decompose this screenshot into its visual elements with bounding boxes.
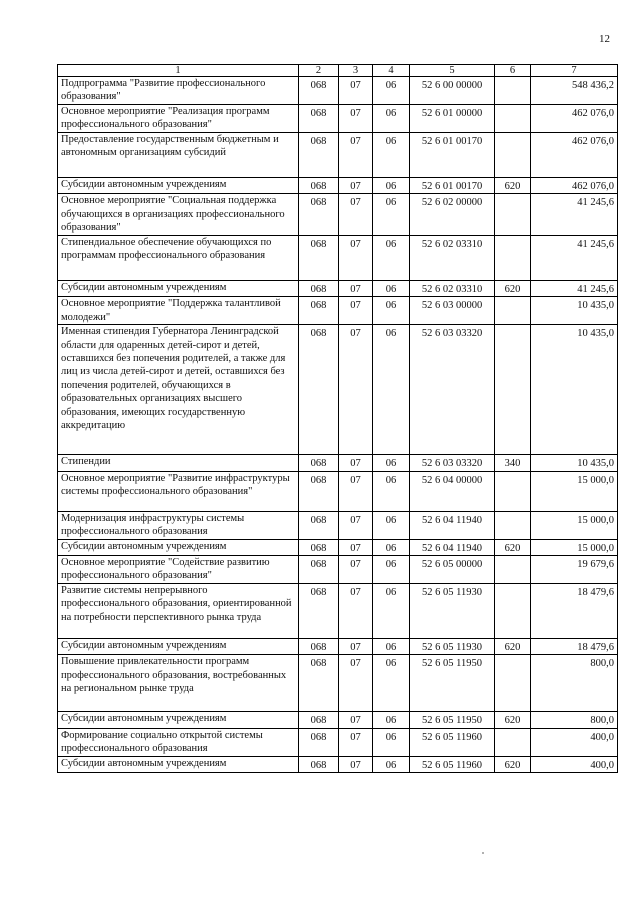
- ministry-code-cell: 068: [299, 712, 339, 728]
- table-header-row: [58, 65, 618, 77]
- amount-cell: 19 679,6: [531, 555, 618, 583]
- ministry-code-cell: 068: [299, 539, 339, 555]
- subsection-code-cell: 06: [373, 194, 410, 235]
- ministry-code-cell: 068: [299, 132, 339, 177]
- table-row: [58, 712, 618, 728]
- section-code-cell: 07: [339, 194, 373, 235]
- ministry-code-cell: 068: [299, 280, 339, 296]
- subsection-code-cell: 06: [373, 728, 410, 756]
- table-row: [58, 280, 618, 296]
- table-row: [58, 455, 618, 471]
- subsection-code-cell: 06: [373, 104, 410, 132]
- target-code-cell: 52 6 01 00170: [410, 177, 495, 193]
- table-row: [58, 583, 618, 638]
- table-row: [58, 77, 618, 105]
- ministry-code-cell: 068: [299, 655, 339, 712]
- column-header: 1: [58, 65, 299, 77]
- table-row: [58, 235, 618, 280]
- subsection-code-cell: 06: [373, 77, 410, 105]
- expense-type-cell: [495, 325, 531, 455]
- target-code-cell: 52 6 01 00000: [410, 104, 495, 132]
- item-name-cell: Основное мероприятие "Поддержка талантливой молодежи": [58, 297, 299, 325]
- subsection-code-cell: 06: [373, 177, 410, 193]
- subsection-code-cell: 06: [373, 555, 410, 583]
- column-header: 4: [373, 65, 410, 77]
- section-code-cell: 07: [339, 511, 373, 539]
- expense-type-cell: [495, 77, 531, 105]
- subsection-code-cell: 06: [373, 511, 410, 539]
- item-name-cell: Основное мероприятие "Реализация программ профессионального образования": [58, 104, 299, 132]
- expense-type-cell: 620: [495, 638, 531, 654]
- item-name-cell: Стипендиальное обеспечение обучающихся по программам профессионального образования: [58, 235, 299, 280]
- ministry-code-cell: 068: [299, 104, 339, 132]
- amount-cell: 15 000,0: [531, 539, 618, 555]
- target-code-cell: 52 6 04 00000: [410, 471, 495, 511]
- item-name-cell: Предоставление государственным бюджетным и автономным организациям субсидий: [58, 132, 299, 177]
- subsection-code-cell: 06: [373, 297, 410, 325]
- section-code-cell: 07: [339, 583, 373, 638]
- amount-cell: 462 076,0: [531, 177, 618, 193]
- expense-type-cell: 620: [495, 539, 531, 555]
- item-name-cell: Субсидии автономным учреждениям: [58, 539, 299, 555]
- table-row: [58, 297, 618, 325]
- amount-cell: 400,0: [531, 756, 618, 772]
- ministry-code-cell: 068: [299, 638, 339, 654]
- target-code-cell: 52 6 05 11930: [410, 638, 495, 654]
- section-code-cell: 07: [339, 177, 373, 193]
- section-code-cell: 07: [339, 280, 373, 296]
- expense-type-cell: 620: [495, 712, 531, 728]
- section-code-cell: 07: [339, 712, 373, 728]
- amount-cell: 10 435,0: [531, 325, 618, 455]
- scan-speck: [482, 852, 484, 854]
- column-header: 2: [299, 65, 339, 77]
- target-code-cell: 52 6 03 03320: [410, 325, 495, 455]
- table-row: [58, 655, 618, 712]
- ministry-code-cell: 068: [299, 471, 339, 511]
- expense-type-cell: [495, 471, 531, 511]
- subsection-code-cell: 06: [373, 583, 410, 638]
- amount-cell: 18 479,6: [531, 583, 618, 638]
- expense-type-cell: [495, 235, 531, 280]
- target-code-cell: 52 6 03 03320: [410, 455, 495, 471]
- section-code-cell: 07: [339, 638, 373, 654]
- table-row: [58, 728, 618, 756]
- subsection-code-cell: 06: [373, 280, 410, 296]
- target-code-cell: 52 6 05 11950: [410, 712, 495, 728]
- budget-table: [57, 64, 618, 773]
- expense-type-cell: 620: [495, 756, 531, 772]
- table-row: [58, 555, 618, 583]
- item-name-cell: Основное мероприятие "Развитие инфраструктуры системы профессионального образования": [58, 471, 299, 511]
- expense-type-cell: [495, 555, 531, 583]
- table-row: [58, 104, 618, 132]
- item-name-cell: Субсидии автономным учреждениям: [58, 280, 299, 296]
- target-code-cell: 52 6 02 00000: [410, 194, 495, 235]
- item-name-cell: Формирование социально открытой системы профессионального образования: [58, 728, 299, 756]
- expense-type-cell: [495, 104, 531, 132]
- item-name-cell: Основное мероприятие "Содействие развитию профессионального образования": [58, 555, 299, 583]
- expense-type-cell: 620: [495, 280, 531, 296]
- target-code-cell: 52 6 02 03310: [410, 235, 495, 280]
- section-code-cell: 07: [339, 539, 373, 555]
- ministry-code-cell: 068: [299, 756, 339, 772]
- target-code-cell: 52 6 05 11930: [410, 583, 495, 638]
- amount-cell: 41 245,6: [531, 280, 618, 296]
- item-name-cell: Субсидии автономным учреждениям: [58, 638, 299, 654]
- expense-type-cell: 620: [495, 177, 531, 193]
- expense-type-cell: [495, 728, 531, 756]
- ministry-code-cell: 068: [299, 455, 339, 471]
- section-code-cell: 07: [339, 455, 373, 471]
- expense-type-cell: [495, 132, 531, 177]
- item-name-cell: Модернизация инфраструктуры системы профессионального образования: [58, 511, 299, 539]
- amount-cell: 462 076,0: [531, 132, 618, 177]
- target-code-cell: 52 6 05 11950: [410, 655, 495, 712]
- target-code-cell: 52 6 05 11960: [410, 728, 495, 756]
- amount-cell: 10 435,0: [531, 455, 618, 471]
- subsection-code-cell: 06: [373, 655, 410, 712]
- ministry-code-cell: 068: [299, 325, 339, 455]
- section-code-cell: 07: [339, 235, 373, 280]
- section-code-cell: 07: [339, 77, 373, 105]
- expense-type-cell: [495, 583, 531, 638]
- section-code-cell: 07: [339, 297, 373, 325]
- item-name-cell: Повышение привлекательности программ профессионального образования, востребованных на региональном рынке труда: [58, 655, 299, 712]
- item-name-cell: Субсидии автономным учреждениям: [58, 712, 299, 728]
- ministry-code-cell: 068: [299, 555, 339, 583]
- section-code-cell: 07: [339, 555, 373, 583]
- table-row: [58, 177, 618, 193]
- column-header: 7: [531, 65, 618, 77]
- table-row: [58, 638, 618, 654]
- table-row: [58, 471, 618, 511]
- table-row: [58, 325, 618, 455]
- subsection-code-cell: 06: [373, 235, 410, 280]
- ministry-code-cell: 068: [299, 194, 339, 235]
- item-name-cell: Подпрограмма "Развитие профессионального образования": [58, 77, 299, 105]
- subsection-code-cell: 06: [373, 325, 410, 455]
- target-code-cell: 52 6 04 11940: [410, 539, 495, 555]
- amount-cell: 15 000,0: [531, 511, 618, 539]
- column-header: 5: [410, 65, 495, 77]
- expense-type-cell: [495, 511, 531, 539]
- item-name-cell: Субсидии автономным учреждениям: [58, 756, 299, 772]
- section-code-cell: 07: [339, 756, 373, 772]
- item-name-cell: Основное мероприятие "Социальная поддержка обучающихся в организациях профессионального образования": [58, 194, 299, 235]
- amount-cell: 548 436,2: [531, 77, 618, 105]
- amount-cell: 15 000,0: [531, 471, 618, 511]
- subsection-code-cell: 06: [373, 132, 410, 177]
- subsection-code-cell: 06: [373, 756, 410, 772]
- target-code-cell: 52 6 04 11940: [410, 511, 495, 539]
- ministry-code-cell: 068: [299, 77, 339, 105]
- subsection-code-cell: 06: [373, 455, 410, 471]
- ministry-code-cell: 068: [299, 728, 339, 756]
- target-code-cell: 52 6 01 00170: [410, 132, 495, 177]
- target-code-cell: 52 6 05 11960: [410, 756, 495, 772]
- table-row: [58, 132, 618, 177]
- target-code-cell: 52 6 00 00000: [410, 77, 495, 105]
- amount-cell: 800,0: [531, 712, 618, 728]
- table-row: [58, 194, 618, 235]
- section-code-cell: 07: [339, 325, 373, 455]
- item-name-cell: Развитие системы непрерывного профессионального образования, ориентированной на потребности перспективного рынка труда: [58, 583, 299, 638]
- column-header: 6: [495, 65, 531, 77]
- expense-type-cell: [495, 297, 531, 325]
- section-code-cell: 07: [339, 728, 373, 756]
- section-code-cell: 07: [339, 104, 373, 132]
- section-code-cell: 07: [339, 471, 373, 511]
- amount-cell: 800,0: [531, 655, 618, 712]
- ministry-code-cell: 068: [299, 297, 339, 325]
- subsection-code-cell: 06: [373, 638, 410, 654]
- ministry-code-cell: 068: [299, 583, 339, 638]
- subsection-code-cell: 06: [373, 539, 410, 555]
- table-row: [58, 756, 618, 772]
- item-name-cell: Субсидии автономным учреждениям: [58, 177, 299, 193]
- column-header: 3: [339, 65, 373, 77]
- item-name-cell: Стипендии: [58, 455, 299, 471]
- expense-type-cell: [495, 194, 531, 235]
- table-row: [58, 511, 618, 539]
- ministry-code-cell: 068: [299, 511, 339, 539]
- item-name-cell: Именная стипендия Губернатора Ленинградской области для одаренных детей-сирот и детей, оставшихся без попечения родителей, а также для лиц из числа детей-сирот и детей, оставшихся без попечения родителей, обучающихся в образовательных организациях высшего образования, имеющих государственную аккредитацию: [58, 325, 299, 455]
- expense-type-cell: 340: [495, 455, 531, 471]
- amount-cell: 41 245,6: [531, 235, 618, 280]
- amount-cell: 41 245,6: [531, 194, 618, 235]
- table-row: [58, 539, 618, 555]
- expense-type-cell: [495, 655, 531, 712]
- amount-cell: 400,0: [531, 728, 618, 756]
- amount-cell: 18 479,6: [531, 638, 618, 654]
- subsection-code-cell: 06: [373, 712, 410, 728]
- amount-cell: 462 076,0: [531, 104, 618, 132]
- amount-cell: 10 435,0: [531, 297, 618, 325]
- subsection-code-cell: 06: [373, 471, 410, 511]
- target-code-cell: 52 6 02 03310: [410, 280, 495, 296]
- target-code-cell: 52 6 03 00000: [410, 297, 495, 325]
- ministry-code-cell: 068: [299, 235, 339, 280]
- page-number: 12: [599, 33, 610, 45]
- section-code-cell: 07: [339, 132, 373, 177]
- section-code-cell: 07: [339, 655, 373, 712]
- ministry-code-cell: 068: [299, 177, 339, 193]
- target-code-cell: 52 6 05 00000: [410, 555, 495, 583]
